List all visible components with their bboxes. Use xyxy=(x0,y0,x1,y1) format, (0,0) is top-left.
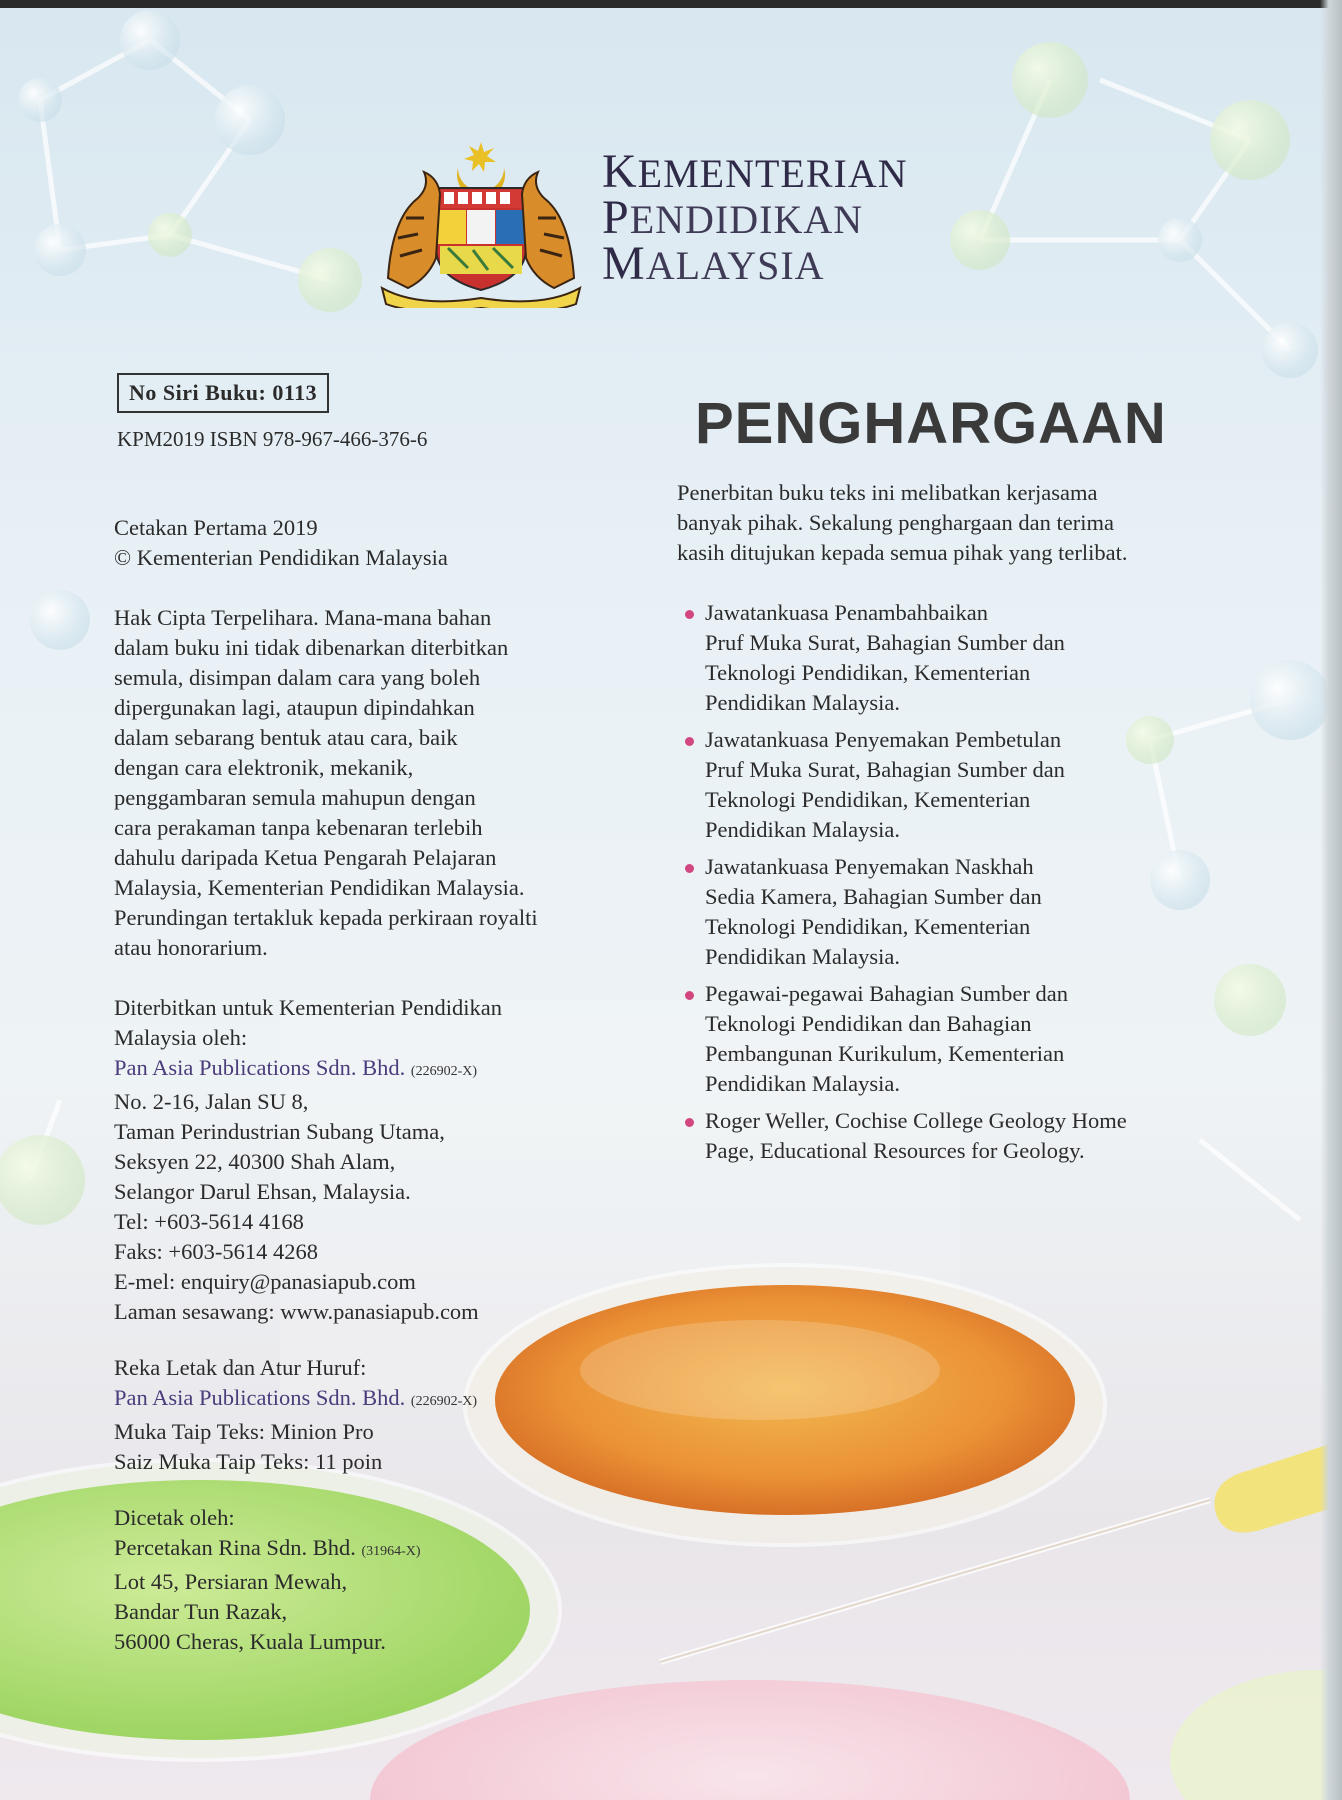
copyright-line: Hak Cipta Terpelihara. Mana-mana bahan xyxy=(114,605,492,630)
layout-reg: (226902-X) xyxy=(410,1394,478,1409)
copyright-line: Perundingan tertakluk kepada perkiraan royalti xyxy=(114,905,538,930)
list-item-line: Pendidikan Malaysia. xyxy=(705,690,900,715)
list-item-line: Pendidikan Malaysia. xyxy=(705,1071,900,1096)
copyright-line: penggambaran semula mahupun dengan xyxy=(114,785,476,810)
ministry-line-3-initial: M xyxy=(602,237,646,290)
bullet-icon xyxy=(685,610,694,619)
printer-address-line: Lot 45, Persiaran Mewah, xyxy=(114,1569,348,1594)
list-item-line: Page, Educational Resources for Geology. xyxy=(705,1138,1085,1163)
type-size: Saiz Muka Taip Teks: 11 poin xyxy=(114,1449,383,1474)
layout-company: Pan Asia Publications Sdn. Bhd. xyxy=(114,1385,406,1410)
serial-number-box: No Siri Buku: 0113 xyxy=(117,373,329,413)
publisher-address-line: Taman Perindustrian Subang Utama, xyxy=(114,1119,445,1144)
list-item-line: Jawatankuasa Penyemakan Naskhah xyxy=(705,854,1034,879)
printer-address-line: Bandar Tun Razak, xyxy=(114,1599,288,1624)
publisher-block xyxy=(114,993,634,1327)
publisher-address-line: No. 2-16, Jalan SU 8, xyxy=(114,1089,309,1114)
publisher-intro-line: Malaysia oleh: xyxy=(114,1025,248,1050)
malaysia-coat-of-arms-icon xyxy=(378,138,584,308)
list-item xyxy=(705,1106,1127,1166)
bullet-icon xyxy=(685,1118,694,1127)
list-item-line: Pruf Muka Surat, Bahagian Sumber dan xyxy=(705,757,1065,782)
list-item-line: Teknologi Pendidikan, Kementerian xyxy=(705,787,1031,812)
copyright-line: Malaysia, Kementerian Pendidikan Malaysia. xyxy=(114,875,525,900)
publisher-email: E-mel: enquiry@panasiapub.com xyxy=(114,1269,416,1294)
ministry-line-1-rest: EMENTERIAN xyxy=(637,151,908,196)
list-item-line: Jawatankuasa Penambahbaikan xyxy=(705,600,989,625)
list-item-line: Teknologi Pendidikan, Kementerian xyxy=(705,914,1031,939)
ministry-line-3 xyxy=(602,237,908,290)
copyright-line: dalam buku ini tidak dibenarkan diterbitkan xyxy=(114,635,509,660)
list-item xyxy=(705,979,1127,1099)
publisher-reg: (226902-X) xyxy=(410,1064,478,1079)
publisher-phone: Tel: +603-5614 4168 xyxy=(114,1209,304,1234)
list-item-line: Sedia Kamera, Bahagian Sumber dan xyxy=(705,884,1042,909)
publisher-website: Laman sesawang: www.panasiapub.com xyxy=(114,1299,479,1324)
publisher-name: Pan Asia Publications Sdn. Bhd. xyxy=(114,1055,406,1080)
list-item xyxy=(705,852,1127,972)
typeface: Muka Taip Teks: Minion Pro xyxy=(114,1419,374,1444)
list-item-line: Pegawai-pegawai Bahagian Sumber dan xyxy=(705,981,1068,1006)
book-spine-shadow xyxy=(1320,0,1342,1800)
list-item-line: Jawatankuasa Penyemakan Pembetulan xyxy=(705,727,1062,752)
publisher-fax: Faks: +603-5614 4268 xyxy=(114,1239,318,1264)
layout-label: Reka Letak dan Atur Huruf: xyxy=(114,1355,367,1380)
edition-line: © Kementerian Pendidikan Malaysia xyxy=(114,545,448,570)
ministry-line-3-rest: ALAYSIA xyxy=(645,243,825,288)
bullet-icon xyxy=(685,737,694,746)
layout-name-line xyxy=(114,1383,634,1417)
intro-line: kasih ditujukan kepada semua pihak yang terlibat. xyxy=(677,540,1128,565)
ministry-line-2-rest: ENDIDIKAN xyxy=(629,197,864,242)
list-item-line: Teknologi Pendidikan dan Bahagian xyxy=(705,1011,1032,1036)
ministry-line-2-initial: P xyxy=(602,191,630,244)
ministry-line-2 xyxy=(602,191,908,244)
intro-line: Penerbitan buku teks ini melibatkan kerjasama xyxy=(677,480,1098,505)
printer-reg: (31964-X) xyxy=(361,1544,421,1559)
copyright-line: cara perakaman tanpa kebenaran terlebih xyxy=(114,815,483,840)
bullet-icon xyxy=(685,864,694,873)
printer-name: Percetakan Rina Sdn. Bhd. xyxy=(114,1535,356,1560)
copyright-line: dalam sebarang bentuk atau cara, baik xyxy=(114,725,458,750)
acknowledgement-intro xyxy=(677,478,1128,568)
list-item-line: Roger Weller, Cochise College Geology Home xyxy=(705,1108,1127,1133)
bullet-icon xyxy=(685,991,694,1000)
copyright-line: atau honorarium. xyxy=(114,935,268,960)
printer-block xyxy=(114,1503,634,1657)
page-title: PENGHARGAAN xyxy=(695,391,1167,456)
publisher-address-line: Seksyen 22, 40300 Shah Alam, xyxy=(114,1149,396,1174)
list-item-line: Pendidikan Malaysia. xyxy=(705,944,900,969)
copyright-line: dahulu daripada Ketua Pengarah Pelajaran xyxy=(114,845,497,870)
printer-label: Dicetak oleh: xyxy=(114,1505,235,1530)
publisher-intro-line: Diterbitkan untuk Kementerian Pendidikan xyxy=(114,995,503,1020)
printer-address-line: 56000 Cheras, Kuala Lumpur. xyxy=(114,1629,386,1654)
publisher-address-line: Selangor Darul Ehsan, Malaysia. xyxy=(114,1179,411,1204)
list-item-line: Pruf Muka Surat, Bahagian Sumber dan xyxy=(705,630,1065,655)
list-item-line: Pendidikan Malaysia. xyxy=(705,817,900,842)
publisher-name-line xyxy=(114,1053,634,1087)
edition-line: Cetakan Pertama 2019 xyxy=(114,515,318,540)
copyright-notice xyxy=(114,603,634,963)
isbn: KPM2019 ISBN 978-967-466-376-6 xyxy=(117,427,428,451)
copyright-line: dengan cara elektronik, mekanik, xyxy=(114,755,414,780)
edition-block xyxy=(114,513,634,573)
copyright-line: dipergunakan lagi, ataupun dipindahkan xyxy=(114,695,475,720)
ministry-line-1-initial: K xyxy=(602,145,638,198)
list-item xyxy=(705,725,1127,845)
list-item-line: Pembangunan Kurikulum, Kementerian xyxy=(705,1041,1065,1066)
ministry-line-1-text xyxy=(602,145,908,198)
acknowledgement-list xyxy=(705,598,1127,1173)
layout-block xyxy=(114,1353,634,1477)
intro-line: banyak pihak. Sekalung penghargaan dan terima xyxy=(677,510,1114,535)
printer-name-line xyxy=(114,1533,634,1567)
list-item-line: Teknologi Pendidikan, Kementerian xyxy=(705,660,1031,685)
list-item xyxy=(705,598,1127,718)
copyright-line: semula, disimpan dalam cara yang boleh xyxy=(114,665,481,690)
ministry-name xyxy=(602,145,908,290)
ministry-line-1 xyxy=(602,145,908,198)
